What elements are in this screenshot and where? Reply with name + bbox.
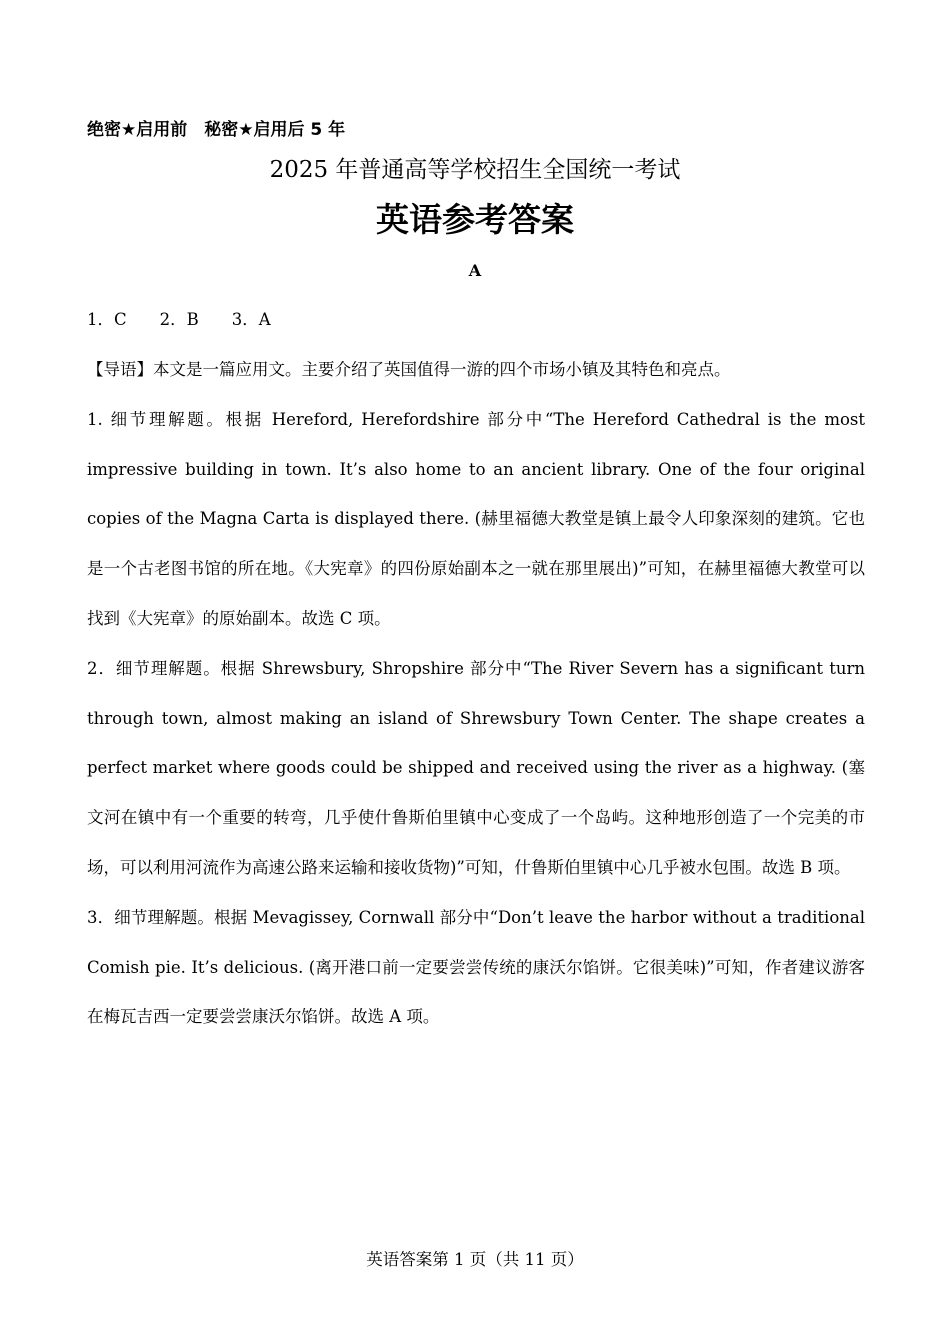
confidentiality-notice: 绝密★启用前 秘密★启用后 5 年 [87,120,346,140]
section-label: A [468,261,482,280]
answer-key: 1．C 2．B 3．A [87,310,271,329]
explanation-q1: 1. 细节理解题。根据 Hereford, Herefordshire 部分中“The Hereford Cathedral is the most impressive building in town. It’s also home to an ancient library. One of the four original copies of the Magna Carta is displayed there. (赫里福德大教堂是镇上最令人印象深刻的建筑。它也是一个古老图书馆的所在地。《大宪章》的四份原始副本之一就在那里展出)”可知，在赫里福德大教堂可以找到《大宪章》的原始副本。故选 C 项。 [87,409,865,628]
explanation-q3: 3．细节理解题。根据 Mevagissey, Cornwall 部分中“Don’t leave the harbor without a traditional Comish pie. It’s delicious. (离开港口前一定要尝尝传统的康沃尔馅饼。它很美味)”可知，作者建议游客在梅瓦吉西一定要尝尝康沃尔馅饼。故选 A 项。 [87,907,865,1027]
exam-title: 2025 年普通高等学校招生全国统一考试 [269,157,681,183]
explanation-body [87,345,865,1042]
document-title: 英语参考答案 [376,200,574,239]
explanation-q2: 2．细节理解题。根据 Shrewsbury, Shropshire 部分中“The River Severn has a significant turn through town, almost making an island of Shrewsbury Town Center. The shape creates a perfect market where goods could be shipped and received using the river as a highway. (塞文河在镇中有一个重要的转弯，几乎使什鲁斯伯里镇中心变成了一个岛屿。这种地形创造了一个完美的市场，可以利用河流作为高速公路来运输和接收货物)”可知，什鲁斯伯里镇中心几乎被水包围。故选 B 项。 [87,658,865,877]
intro-paragraph: 【导语】本文是一篇应用文。主要介绍了英国值得一游的四个市场小镇及其特色和亮点。 [87,360,731,379]
page-footer: 英语答案第 1 页（共 11 页） [366,1250,584,1269]
